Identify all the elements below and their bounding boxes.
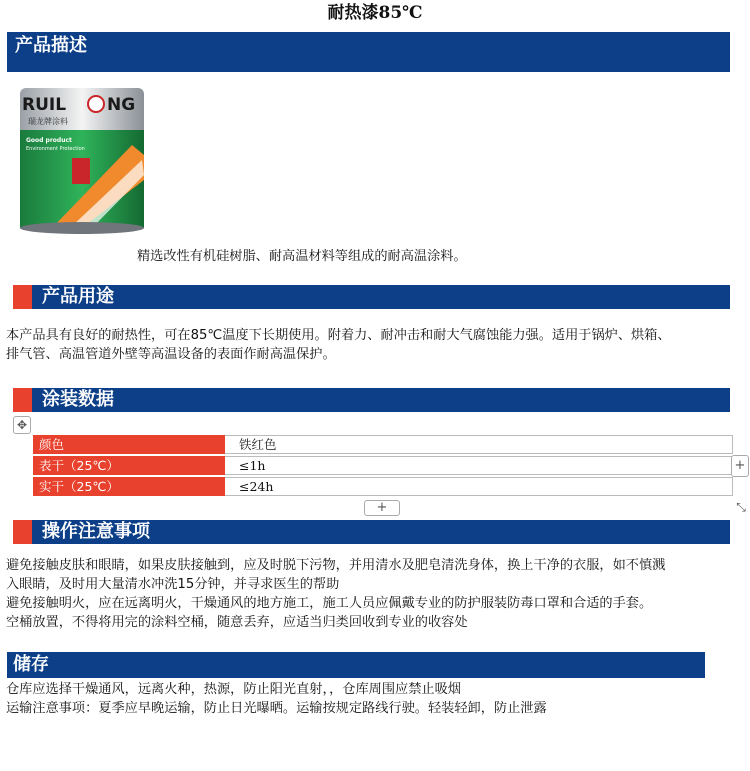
section-title-storage: 储存 bbox=[13, 654, 49, 675]
section-title-usage: 产品用途 bbox=[42, 286, 114, 307]
section-header-precautions bbox=[32, 520, 730, 544]
precautions-line-1: 避免接触皮肤和眼睛，如果皮肤接触到，应及时脱下污物，并用清水及肥皂清洗身体，换上干净的衣服，如不慎溅 bbox=[6, 558, 666, 573]
precautions-line-3: 避免接触明火，应在远离明火，干燥通风的地方施工，施工人员应佩戴专业的防护服装防毒口罩和合适的手套。 bbox=[6, 596, 653, 611]
svg-text:RUIL: RUIL bbox=[22, 95, 67, 115]
add-row-button[interactable]: + bbox=[364, 500, 400, 516]
section-title-precautions: 操作注意事项 bbox=[42, 521, 150, 542]
svg-text:Environment Protection: Environment Protection bbox=[26, 146, 85, 152]
section-accent-coating bbox=[13, 388, 32, 412]
table-move-handle[interactable]: ✥ bbox=[13, 416, 31, 434]
storage-line-2: 运输注意事项：夏季应早晚运输，防止日光曝晒。运输按规定路线行驶。轻装轻卸，防止泄露 bbox=[6, 701, 547, 716]
precautions-line-2: 入眼睛，及时用大量清水冲洗15分钟，并寻求医生的帮助 bbox=[6, 577, 340, 592]
section-title-description: 产品描述 bbox=[15, 35, 87, 56]
svg-text:NG: NG bbox=[107, 95, 136, 115]
table-value-surface-dry[interactable]: ≤1h bbox=[225, 456, 733, 475]
table-row bbox=[33, 456, 733, 475]
section-header-usage bbox=[32, 285, 730, 309]
page-title: 耐热漆85℃ bbox=[327, 3, 423, 23]
section-accent-precautions bbox=[13, 520, 32, 544]
table-key-surface-dry: 表干（25℃） bbox=[33, 456, 225, 475]
usage-line-2: 排气管、高温管道外壁等高温设备的表面作耐高温保护。 bbox=[6, 347, 336, 362]
section-header-coating bbox=[32, 388, 730, 412]
section-header-storage bbox=[7, 652, 705, 678]
table-resize-handle[interactable]: ⤡ bbox=[733, 500, 749, 516]
product-image bbox=[12, 80, 152, 240]
storage-line-1: 仓库应选择干燥通风，远离火种，热源，防止阳光直射，，仓库周围应禁止吸烟 bbox=[6, 682, 461, 697]
table-row bbox=[33, 435, 733, 454]
svg-text:瑞龙牌涂料: 瑞龙牌涂料 bbox=[28, 117, 68, 126]
add-column-button[interactable]: + bbox=[731, 455, 749, 477]
description-text: 精选改性有机硅树脂、耐高温材料等组成的耐高温涂料。 bbox=[137, 249, 467, 264]
table-value-hard-dry[interactable]: ≤24h bbox=[225, 477, 733, 496]
svg-text:Good product: Good product bbox=[26, 137, 72, 144]
precautions-line-4: 空桶放置，不得将用完的涂料空桶，随意丢弃，应适当归类回收到专业的收容处 bbox=[6, 615, 468, 630]
table-key-color: 颜色 bbox=[33, 435, 225, 454]
section-header-description bbox=[7, 32, 730, 72]
usage-line-1: 本产品具有良好的耐热性，可在85℃温度下长期使用。附着力、耐冲击和耐大气腐蚀能力强。适用于锅炉、烘箱、 bbox=[6, 328, 671, 343]
table-value-color[interactable]: 铁红色 bbox=[225, 435, 733, 454]
section-title-coating: 涂装数据 bbox=[42, 389, 114, 410]
section-accent-usage bbox=[13, 285, 32, 309]
table-key-hard-dry: 实干（25℃） bbox=[33, 477, 225, 496]
table-row bbox=[33, 477, 733, 496]
